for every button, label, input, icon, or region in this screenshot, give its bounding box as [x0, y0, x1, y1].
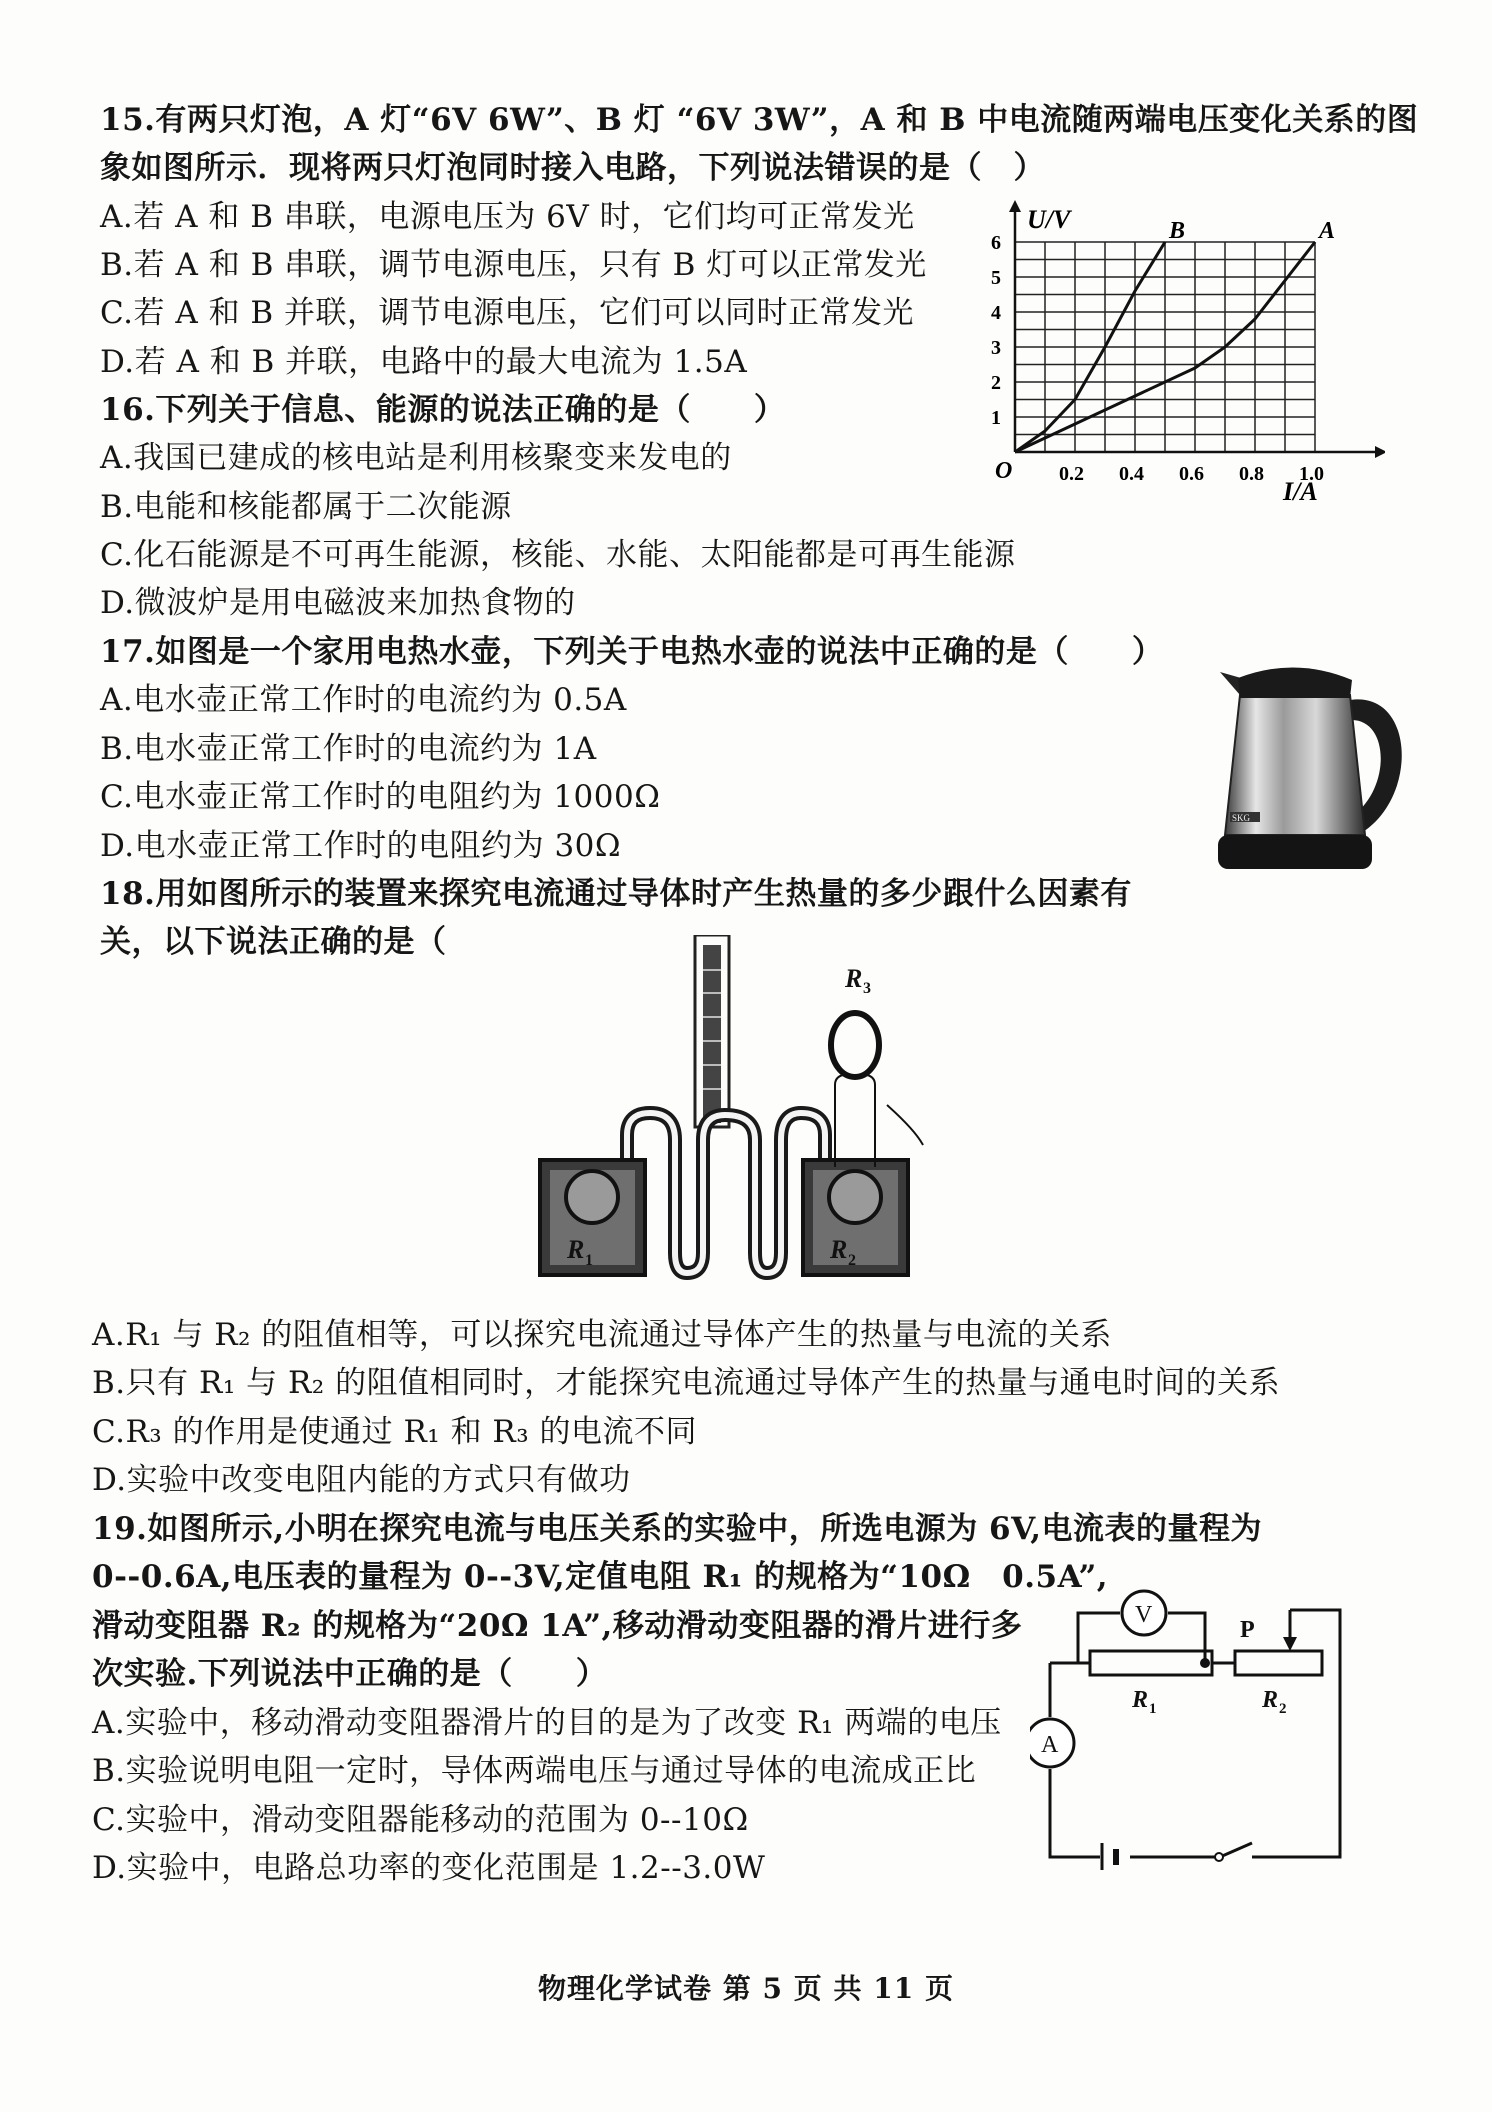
y-axis-label: U/V: [1027, 205, 1071, 234]
circuit-label-r2-sub: 2: [1279, 1701, 1287, 1717]
circuit-label-r1-sub: 1: [1149, 1701, 1157, 1717]
switch-contact: [1215, 1853, 1223, 1861]
y-tick-label: 1: [991, 407, 1001, 429]
origin-label: O: [995, 458, 1013, 484]
u-tube-inner: [627, 1113, 825, 1273]
kettle-brand: SKG: [1232, 813, 1251, 823]
wire-to-voltmeter-left: [1078, 1613, 1120, 1663]
q17-stem: 17.如图是一个家用电热水壶，下列关于电热水壶的说法中正确的是（ ）: [100, 634, 1164, 670]
circuit-label-r2: R: [1262, 1687, 1279, 1713]
u-tube: [627, 1113, 825, 1273]
y-tick-label: 6: [991, 232, 1001, 254]
circuit-diagram: [1030, 1585, 1360, 1870]
q19-option-d: D.实验中，电路总功率的变化范围是 1.2--3.0W: [92, 1850, 766, 1886]
q17-option-a: A.电水壶正常工作时的电流约为 0.5A: [100, 682, 627, 718]
switch-lever: [1220, 1843, 1252, 1857]
q19-stem-line2: 0--0.6A,电压表的量程为 0--3V,定值电阻 R₁ 的规格为“10Ω 0.5A”,: [92, 1559, 1109, 1595]
label-r1-sub: 1: [585, 1252, 593, 1269]
x-tick-label: 1.0: [1299, 463, 1324, 485]
label-r3: R: [845, 964, 863, 993]
series-label-A: A: [1319, 218, 1336, 244]
q19-option-b: B.实验说明电阻一定时，导体两端电压与通过导体的电流成正比: [92, 1753, 977, 1789]
q18-option-c: C.R₃ 的作用是使通过 R₁ 和 R₃ 的电流不同: [92, 1414, 698, 1450]
resistor-coil-left: [566, 1171, 618, 1223]
q15-option-b: B.若 A 和 B 串联，调节电源电压，只有 B 灯可以正常发光: [100, 247, 927, 283]
q15-stem-line1: 15.有两只灯泡，A 灯“6V 6W”、B 灯 “6V 3W”，A 和 B 中电流随两端电压变化关系的图: [100, 102, 1419, 138]
scale-bar: [703, 945, 721, 1123]
q15-option-a: A.若 A 和 B 串联，电源电压为 6V 时，它们均可正常发光: [100, 199, 915, 235]
q16-option-a: A.我国已建成的核电站是利用核聚变来发电的: [100, 440, 732, 476]
q19-option-c: C.实验中，滑动变阻器能移动的范围为 0--10Ω: [92, 1802, 749, 1838]
slider-arrow: [1283, 1637, 1297, 1651]
q15-option-d: D.若 A 和 B 并联，电路中的最大电流为 1.5A: [100, 344, 748, 380]
wire-right: [1252, 1610, 1340, 1857]
q18-stem-line2: 关，以下说法正确的是（: [100, 924, 447, 960]
q19-option-a: A.实验中，移动滑动变阻器滑片的目的是为了改变 R₁ 两端的电压: [92, 1705, 1002, 1741]
q15-option-c: C.若 A 和 B 并联，调节电源电压，它们可以同时正常发光: [100, 295, 915, 331]
graph-grid: [1015, 242, 1315, 452]
wire-left-lower: [1050, 1769, 1100, 1857]
q18-stem-line1: 18.用如图所示的装置来探究电流通过导体时产生热量的多少跟什么因素有: [100, 876, 1132, 912]
q18-option-b: B.只有 R₁ 与 R₂ 的阻值相同时，才能探究电流通过导体产生的热量与通电时间的关系: [92, 1365, 1281, 1401]
resistor-r1: [1090, 1651, 1212, 1675]
q15-stem-line2: 象如图所示．现将两只灯泡同时接入电路，下列说法错误的是（ ）: [100, 150, 1045, 186]
page-footer: 物理化学试卷 第 5 页 共 11 页: [538, 1972, 954, 2005]
slider-label: P: [1240, 1617, 1255, 1643]
heating-apparatus: [535, 935, 935, 1280]
q16-stem: 16.下列关于信息、能源的说法正确的是（ ）: [100, 392, 786, 428]
kettle-base: [1218, 835, 1372, 869]
x-tick-label: 0.8: [1239, 463, 1264, 485]
external-resistor-r3: [831, 1013, 879, 1077]
q16-option-b: B.电能和核能都属于二次能源: [100, 489, 512, 525]
x-tick-label: 0.6: [1179, 463, 1204, 485]
lead-wire: [887, 1105, 923, 1145]
x-axis-arrow: [1375, 446, 1385, 458]
y-tick-label: 2: [991, 372, 1001, 394]
q17-option-c: C.电水壶正常工作时的电阻约为 1000Ω: [100, 779, 661, 815]
voltmeter-label: V: [1135, 1602, 1153, 1628]
resistor-r2: [1235, 1651, 1322, 1675]
resistor-coil-right: [829, 1171, 881, 1223]
label-r3-sub: 3: [863, 980, 871, 997]
label-r2: R: [830, 1235, 848, 1264]
junction-dot: [1200, 1658, 1210, 1668]
y-tick-label: 3: [991, 337, 1001, 359]
label-r2-sub: 2: [848, 1252, 856, 1269]
x-tick-label: 0.2: [1059, 463, 1084, 485]
x-axis-label: I/A: [1283, 477, 1318, 506]
q17-option-b: B.电水壶正常工作时的电流约为 1A: [100, 731, 597, 767]
wire-to-voltmeter-right: [1168, 1613, 1205, 1663]
y-axis-arrow: [1009, 200, 1021, 212]
circuit-label-r1: R: [1132, 1687, 1149, 1713]
kettle-lid: [1238, 667, 1352, 698]
kettle-image: [1200, 650, 1415, 895]
q18-option-d: D.实验中改变电阻内能的方式只有做功: [92, 1462, 631, 1498]
q16-option-d: D.微波炉是用电磁波来加热食物的: [100, 585, 576, 621]
series-label-B: B: [1169, 218, 1186, 244]
label-r1: R: [567, 1235, 585, 1264]
ammeter-label: A: [1041, 1732, 1059, 1758]
ui-graph: [975, 200, 1385, 510]
q19-stem-line4: 次实验.下列说法中正确的是（ ）: [92, 1656, 608, 1692]
q19-stem-line1: 19.如图所示,小明在探究电流与电压关系的实验中，所选电源为 6V,电流表的量程为: [92, 1511, 1263, 1547]
q16-option-c: C.化石能源是不可再生能源，核能、水能、太阳能都是可再生能源: [100, 537, 1016, 573]
q19-stem-line3: 滑动变阻器 R₂ 的规格为“20Ω 1A”,移动滑动变阻器的滑片进行多: [92, 1608, 1023, 1644]
y-tick-label: 4: [991, 302, 1001, 324]
q18-option-a: A.R₁ 与 R₂ 的阻值相等，可以探究电流通过导体产生的热量与电流的关系: [92, 1317, 1112, 1353]
q17-option-d: D.电水壶正常工作时的电阻约为 30Ω: [100, 828, 622, 864]
x-tick-label: 0.4: [1119, 463, 1144, 485]
y-tick-label: 5: [991, 267, 1001, 289]
